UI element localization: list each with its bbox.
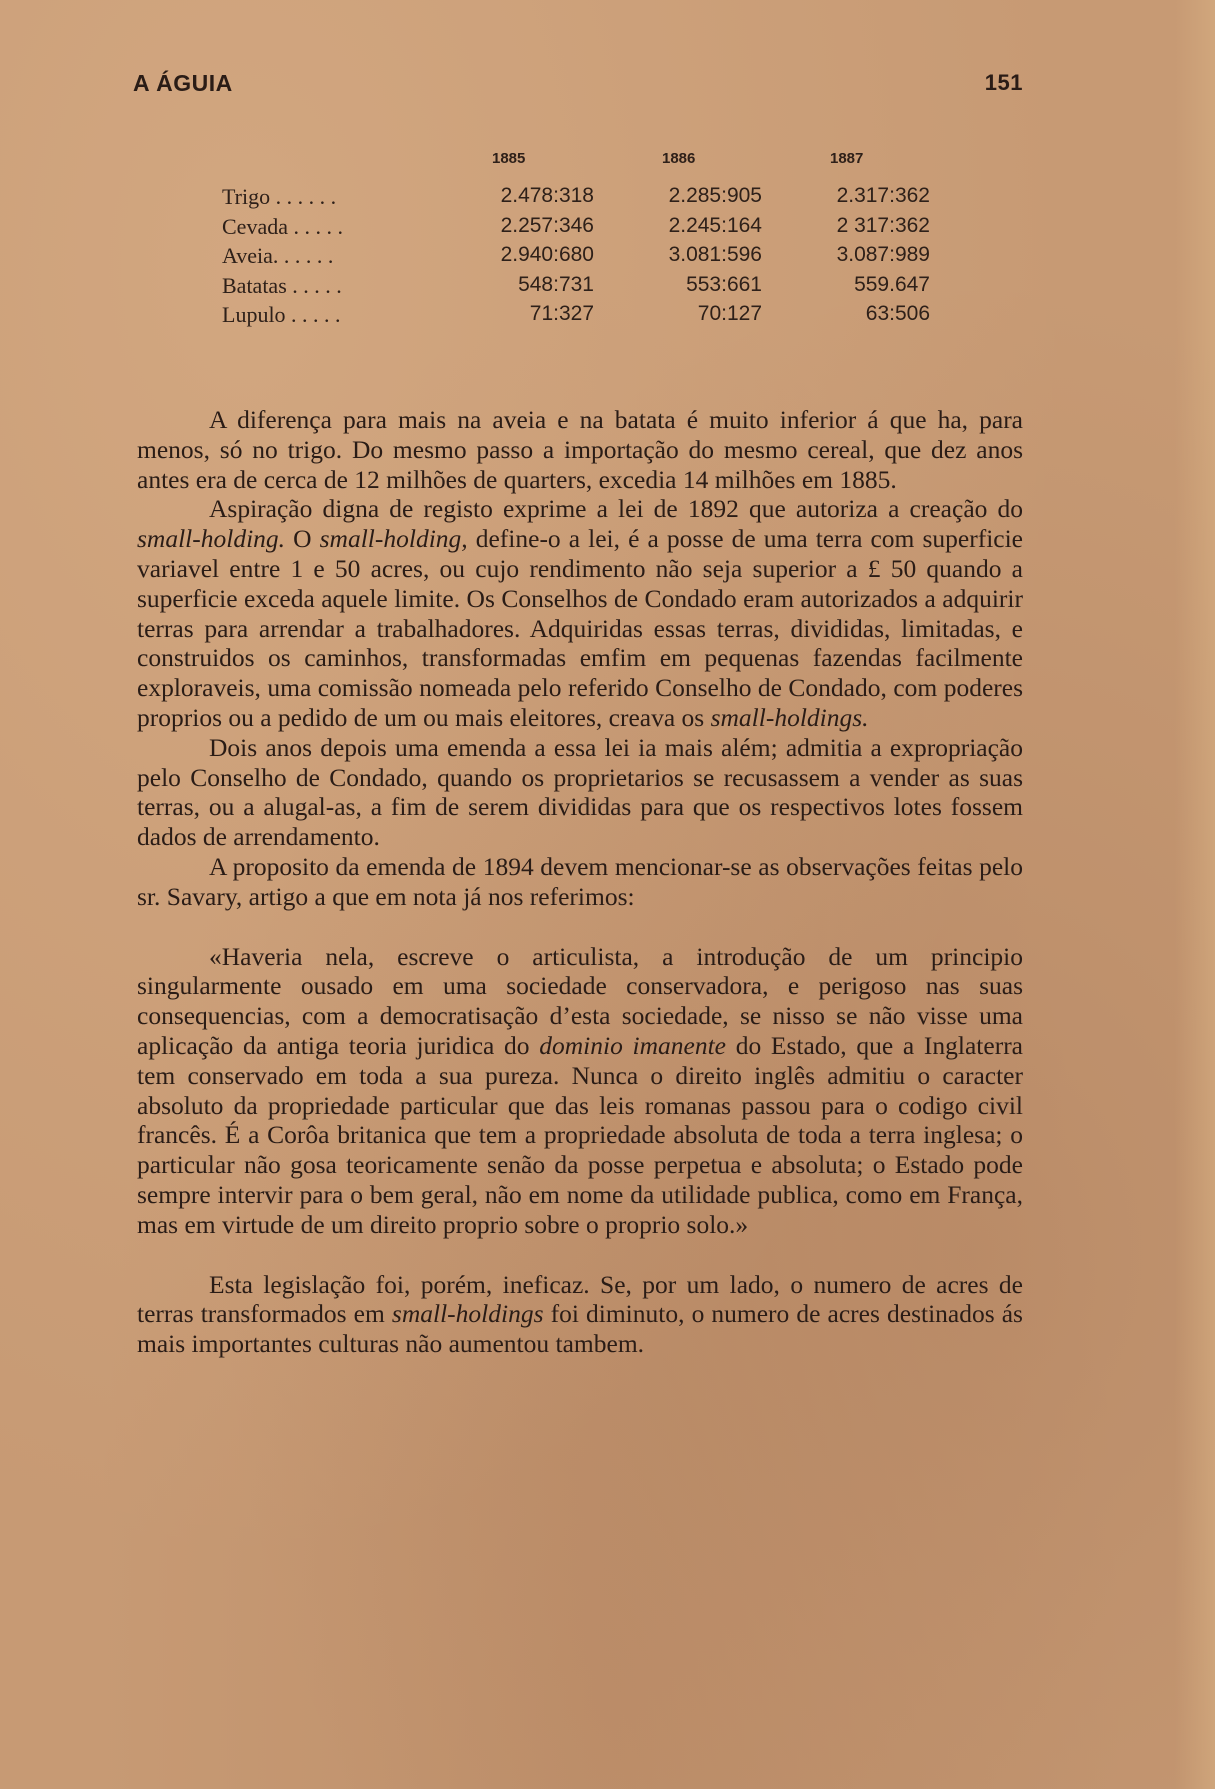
page-edge <box>1175 0 1215 1789</box>
paragraph <box>137 733 1023 852</box>
table-cell: 3.087:989 <box>836 243 930 266</box>
table-row <box>222 184 932 214</box>
row-label: Batatas . . . . . <box>222 272 342 298</box>
text-run: foi diminuto, o numero de acres destinados ás mais importantes culturas não aumentou tambem. <box>137 1299 1023 1359</box>
text-run: Esta legislação foi, porém, ineficaz. Se, por um lado, o numero de acres de terras transformados em <box>137 1269 1023 1329</box>
column-header: 1887 <box>830 150 864 167</box>
table-cell: 70:127 <box>697 302 762 325</box>
italic-term: small-holdings. <box>710 702 869 732</box>
table-cell: 3.081:596 <box>668 243 762 266</box>
table-cell: 2.257:346 <box>500 213 594 237</box>
text-run: A proposito da emenda de 1894 devem mencionar-se as observações feitas pelo sr. Savary, artigo a que em nota já nos referimos: <box>137 851 1023 911</box>
row-label: Aveia. . . . . . <box>222 243 334 268</box>
column-header: 1885 <box>492 150 526 167</box>
table-cell: 2.317:362 <box>836 184 930 207</box>
page-number: 151 <box>984 70 1023 95</box>
quotation-paragraph <box>137 942 1023 1240</box>
table-cell: 2.940:680 <box>500 243 594 266</box>
table-row <box>222 302 932 332</box>
table-cell: 548:731 <box>518 272 594 296</box>
table-cell: 2.245:164 <box>668 213 762 237</box>
text-run: Aspiração digna de registo exprime a lei de 1892 que autoriza a creação do <box>209 494 1023 524</box>
table-row <box>222 273 932 303</box>
paragraph <box>137 494 1023 732</box>
journal-title: A ÁGUIA <box>133 70 233 96</box>
table-cell: 2 317:362 <box>836 213 930 237</box>
text-run: define-o a lei, é a posse de uma terra com superficie variavel entre 1 e 50 acres, ou cujo rendimento não seja superior a £ 50 quando a superficie exceda aquele limite. Os Conselhos de Condado eram autorizados a adquirir terras para arrendar a trabalhadores. Adquiridas essas terras, divididas, limitadas, e construidos os caminhos, transformadas emfim em pequenas fazendas facilmente exploraveis, uma comissão nomeada pelo referido Conselho de Condado, com poderes proprios ou a pedido de um ou mais eleitores, creava os <box>137 524 1023 732</box>
table-cell: 2.478:318 <box>500 184 594 207</box>
table-header <box>222 150 932 184</box>
italic-term: small-holdings <box>391 1299 544 1329</box>
table-row <box>222 243 932 273</box>
text-run: «Haveria nela, escreve o articulista, a introdução de um principio singularmente ousado em uma sociedade conservadora, e perigoso nas suas consequencias, com a democratisação d’esta sociedade, se nisso se não visse uma aplicação da antiga teoria juridica do <box>137 941 1023 1060</box>
row-label: Trigo . . . . . . <box>222 184 337 209</box>
text-run: do Estado, que a Inglaterra tem conservado em toda a sua pureza. Nunca o direito inglês admitiu o caracter absoluto da propriedade particular que das leis romanas passou para o codigo civil francês. É a Corôa britanica que tem a propriedade absoluta de toda a terra inglesa; o particular não gosa teoricamente senão da posse perpetua e absoluta; o Estado pode sempre intervir para o bem geral, não em nome da utilidade publica, como em França, mas em virtude de um direito proprio sobre o proprio solo.» <box>137 1030 1024 1239</box>
running-header <box>133 70 1023 100</box>
italic-term: small-holding, <box>319 524 468 554</box>
paragraph <box>137 1270 1023 1359</box>
text-run: O <box>285 524 320 554</box>
table-row <box>222 214 932 244</box>
row-label: Lupulo . . . . . <box>222 302 341 327</box>
body-text <box>137 405 1023 1359</box>
paragraph <box>137 852 1023 912</box>
harvest-table <box>222 150 932 332</box>
row-label: Cevada . . . . . <box>222 213 343 239</box>
column-header: 1886 <box>662 150 696 167</box>
table-cell: 2.285:905 <box>668 184 762 207</box>
table-cell: 63:506 <box>865 302 930 325</box>
italic-term: small-holding. <box>137 524 286 554</box>
text-run: A diferença para mais na aveia e na batata é muito inferior á que ha, para menos, só no trigo. Do mesmo passo a importação do mesmo cereal, que dez anos antes era de cerca de 12 milhões de quarters, excedia 14 milhões em 1885. <box>137 405 1023 494</box>
table-cell: 559.647 <box>854 272 930 296</box>
table-cell: 71:327 <box>529 302 594 325</box>
italic-term: dominio imanente <box>539 1030 727 1060</box>
text-run: Dois anos depois uma emenda a essa lei ia mais além; admitia a expropriação pelo Conselho de Condado, quando os proprietarios se recusassem a vender as suas terras, ou a alugal-as, a fim de serem divididas para que os respectivos lotes fossem dados de arrendamento. <box>137 732 1023 852</box>
paragraph <box>137 405 1023 494</box>
table-cell: 553:661 <box>686 272 762 296</box>
